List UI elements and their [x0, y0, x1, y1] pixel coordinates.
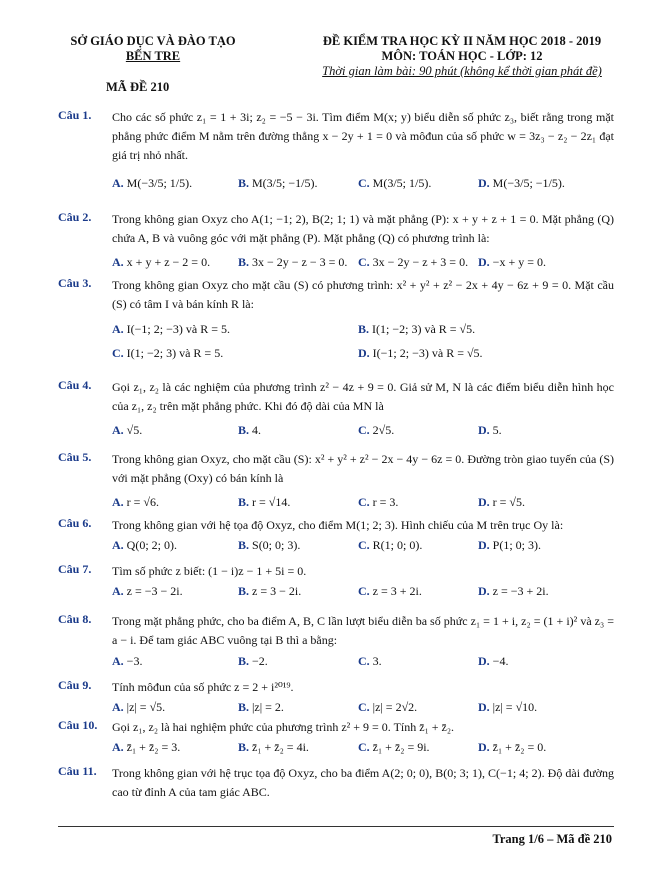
option-c: C. R(1; 0; 0).: [358, 538, 423, 552]
exam-code: MÃ ĐỀ 210: [106, 80, 170, 94]
option-c: C. I(1; −2; 3) và R = 5.: [112, 346, 224, 360]
option-c: C. 2√5.: [358, 423, 395, 437]
option-a: A. z = −3 − 2i.: [112, 584, 183, 598]
question-text: Trong không gian Oxyz cho A(1; −1; 2), B(2; 1; 1) và mặt phẳng (P): x + y + z + 1 = 0. Mặt phẳng (Q) chứa A, B và vuông góc với mặt phẳng (P). Mặt phẳng (Q) có phương trình là:: [112, 212, 614, 245]
exam-time-note: Thời gian làm bài: 90 phút (không kể thời gian phát đề): [322, 64, 602, 78]
question-text: Trong không gian với hệ tọa độ Oxyz, cho điểm M(1; 2; 3). Hình chiếu của M trên trục Oy là:: [112, 518, 564, 532]
option-a: A. I(−1; 2; −3) và R = 5.: [112, 322, 230, 336]
option-d: D. I(−1; 2; −3) và R = √5.: [358, 346, 483, 360]
option-b: B. M(3/5; −1/5).: [238, 176, 318, 190]
department-block: [58, 34, 248, 64]
question-text: Trong không gian Oxyz, cho mặt cầu (S): x² + y² + z² − 2x − 4y − 6z = 0. Đường tròn giao tuyến của (S) với mặt phẳng (Oxy) có bán kính là: [112, 452, 614, 485]
option-c: C. |z| = 2√2.: [358, 700, 418, 714]
option-a: A. √5.: [112, 423, 143, 437]
question-label: Câu 6.: [58, 516, 92, 530]
question-label: Câu 5.: [58, 450, 92, 464]
option-d: D. |z| = √10.: [478, 700, 538, 714]
option-b: B. 4.: [238, 423, 262, 437]
option-c: C. 3.: [358, 654, 382, 668]
question-label: Câu 11.: [58, 764, 97, 778]
option-c: C. z = 3 + 2i.: [358, 584, 422, 598]
option-b: B. −2.: [238, 654, 268, 668]
option-b: B. z̄₁ + z̄₂ = 4i.: [238, 740, 309, 754]
question-label: Câu 4.: [58, 378, 92, 392]
option-b: B. S(0; 0; 3).: [238, 538, 301, 552]
option-c: C. z̄₁ + z̄₂ = 9i.: [358, 740, 430, 754]
question-label: Câu 2.: [58, 210, 92, 224]
option-d: D. P(1; 0; 3).: [478, 538, 542, 552]
option-c: C. M(3/5; 1/5).: [358, 176, 432, 190]
question-text: Gọi z₁, z₂ là các nghiệm của phương trình z² − 4z + 9 = 0. Giả sử M, N là các điểm biểu diễn hình học của z₁, z₂ trên mặt phẳng phức. Khi đó độ dài của MN là: [112, 380, 614, 413]
option-a: A. Q(0; 2; 0).: [112, 538, 177, 552]
question-text: Tìm số phức z biết: (1 − i)z − 1 + 5i = 0.: [112, 564, 307, 578]
question-label: Câu 8.: [58, 612, 92, 626]
exam-title: ĐỀ KIỂM TRA HỌC KỲ II NĂM HỌC 2018 - 2019: [322, 34, 602, 48]
question-label: Câu 7.: [58, 562, 92, 576]
exam-title-block: [312, 34, 612, 79]
option-b: B. |z| = 2.: [238, 700, 284, 714]
option-c: C. r = 3.: [358, 495, 399, 509]
option-a: A. |z| = √5.: [112, 700, 166, 714]
option-a: A. z̄₁ + z̄₂ = 3.: [112, 740, 181, 754]
option-b: B. z = 3 − 2i.: [238, 584, 302, 598]
question-label: Câu 1.: [58, 108, 92, 122]
option-d: D. −4.: [478, 654, 509, 668]
option-d: D. z = −3 + 2i.: [478, 584, 549, 598]
province-name: BẾN TRE: [125, 49, 181, 63]
footer-divider: [58, 826, 614, 827]
option-a: A. M(−3/5; 1/5).: [112, 176, 193, 190]
option-d: D. r = √5.: [478, 495, 526, 509]
option-b: B. 3x − 2y − z − 3 = 0.: [238, 255, 348, 269]
option-a: A. x + y + z − 2 = 0.: [112, 255, 211, 269]
question-label: Câu 9.: [58, 678, 92, 692]
question-text: Trong mặt phẳng phức, cho ba điểm A, B, C lần lượt biểu diễn ba số phức z₁ = 1 + i, z₂ = (1 + i)² và z₃ = a − i. Để tam giác ABC vuông tại B thì a bằng:: [112, 614, 614, 647]
question-text: Tính môđun của số phức z = 2 + i²⁰¹⁹.: [112, 680, 294, 694]
exam-subject: MÔN: TOÁN HỌC - LỚP: 12: [381, 49, 543, 63]
option-d: D. M(−3/5; −1/5).: [478, 176, 565, 190]
option-a: A. r = √6.: [112, 495, 160, 509]
question-text: Cho các số phức z₁ = 1 + 3i; z₂ = −5 − 3i. Tìm điểm M(x; y) biểu diễn số phức z₃, biết rằng trong mặt phẳng phức điểm M nằm trên đường thẳng x − 2y + 1 = 0 và môđun của số phức w = 3z₃ − z₂ − 2z₁ đạt giá trị nhỏ nhất.: [112, 110, 614, 162]
page-footer: Trang 1/6 – Mã đề 210: [492, 832, 612, 846]
option-d: D. −x + y = 0.: [478, 255, 546, 269]
option-b: B. r = √14.: [238, 495, 291, 509]
question-text: Gọi z₁, z₂ là hai nghiệm phức của phương trình z² + 9 = 0. Tính z̄₁ + z̄₂.: [112, 720, 455, 734]
question-text: Trong không gian với hệ trục tọa độ Oxyz, cho ba điểm A(2; 0; 0), B(0; 3; 1), C(−1; 4; 2). Độ dài đường cao từ đỉnh A của tam giác ABC.: [112, 766, 614, 799]
department-name: SỞ GIÁO DỤC VÀ ĐÀO TẠO: [70, 34, 236, 48]
option-d: D. z̄₁ + z̄₂ = 0.: [478, 740, 547, 754]
question-label: Câu 10.: [58, 718, 98, 732]
question-text: Trong không gian Oxyz cho mặt cầu (S) có phương trình: x² + y² + z² − 2x + 4y − 6z + 9 = 0. Mặt cầu (S) có tâm I và bán kính R là:: [112, 278, 614, 311]
option-b: B. I(1; −2; 3) và R = √5.: [358, 322, 476, 336]
option-d: D. 5.: [478, 423, 502, 437]
option-c: C. 3x − 2y − z + 3 = 0.: [358, 255, 469, 269]
option-a: A. −3.: [112, 654, 143, 668]
question-label: Câu 3.: [58, 276, 92, 290]
